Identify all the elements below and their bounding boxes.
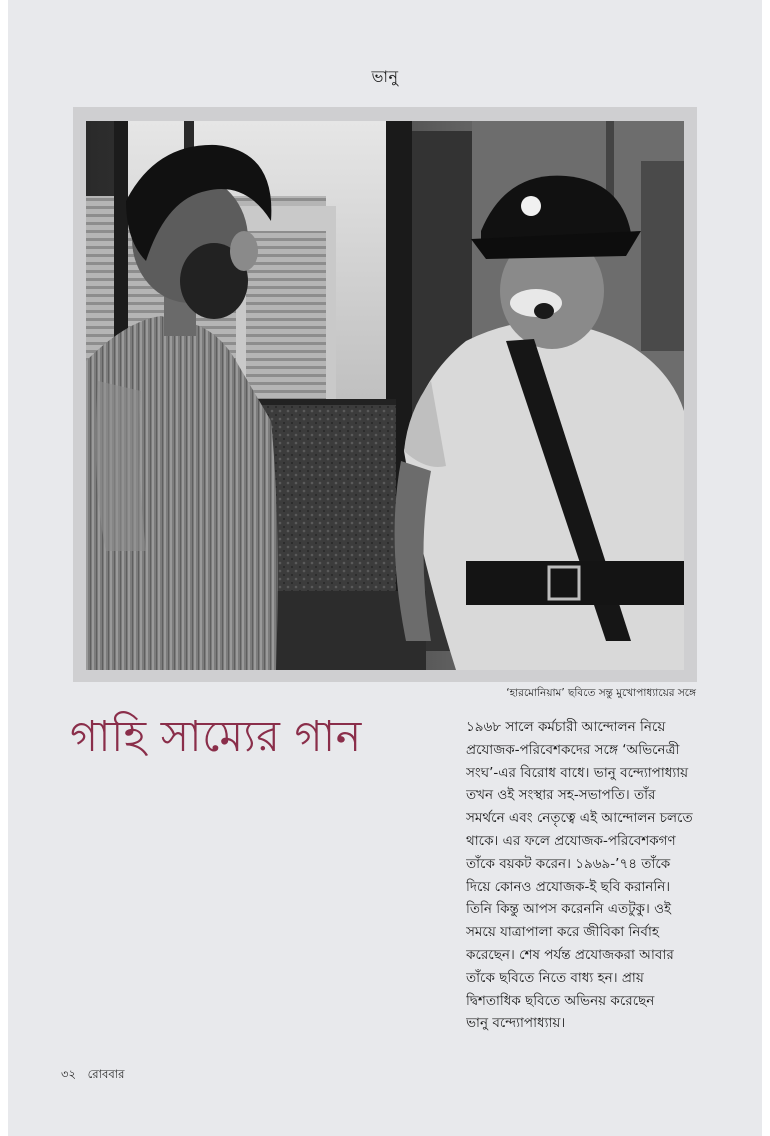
- body-line: সমর্থনে এবং নেতৃত্বে এই আন্দোলন চলতে: [466, 810, 693, 827]
- publication-name: রোববার: [87, 1067, 125, 1081]
- body-line: সময়ে যাত্রাপালা করে জীবিকা নির্বাহ: [466, 924, 659, 941]
- body-line: ১৯৬৮ সালে কর্মচারী আন্দোলন নিয়ে: [466, 719, 666, 735]
- body-line: তখন ওই সংস্থার সহ-সভাপতি। তাঁর: [466, 787, 656, 804]
- body-line: দিয়ে কোনও প্রযোজক-ই ছবি করাননি।: [466, 878, 671, 895]
- page-number: ৩২: [61, 1067, 76, 1081]
- body-line: তাঁকে বয়কট করেন। ১৯৬৯-’৭৪ তাঁকে: [466, 855, 671, 872]
- body-line: সংঘ’-এর বিরোধ বাধে। ভানু বন্দ্যোপাধ্যায়: [466, 764, 689, 781]
- body-line: ভানু বন্দ্যোপাধ্যায়।: [466, 1015, 566, 1032]
- section-title: ভানু: [371, 67, 399, 86]
- body-line: করেছেন। শেষ পর্যন্ত প্রযোজকরা আবার: [466, 946, 674, 963]
- body-line: প্রযোজক-পরিবেশকদের সঙ্গে ‘অভিনেত্রী: [466, 741, 680, 758]
- film-still-photo: [86, 121, 684, 670]
- photo-caption: ‘হারমোনিয়াম’ ছবিতে সন্তু মুখোপাধ্যায়ের সঙ্গে: [506, 687, 696, 699]
- article-headline: গাহি সাম্যের গান: [70, 712, 362, 762]
- body-line: তাঁকে ছবিতে নিতে বাধ্য হন। প্রায়: [466, 969, 644, 986]
- page-footer: [61, 1066, 124, 1085]
- body-line: দ্বিশতাধিক ছবিতে অভিনয় করেছেন: [466, 992, 655, 1009]
- article-body: [466, 716, 698, 1035]
- body-line: থাকে। এর ফলে প্রযোজক-পরিবেশকগণ: [466, 832, 676, 849]
- body-line: তিনি কিন্তু আপস করেননি এতটুকু। ওই: [466, 901, 672, 918]
